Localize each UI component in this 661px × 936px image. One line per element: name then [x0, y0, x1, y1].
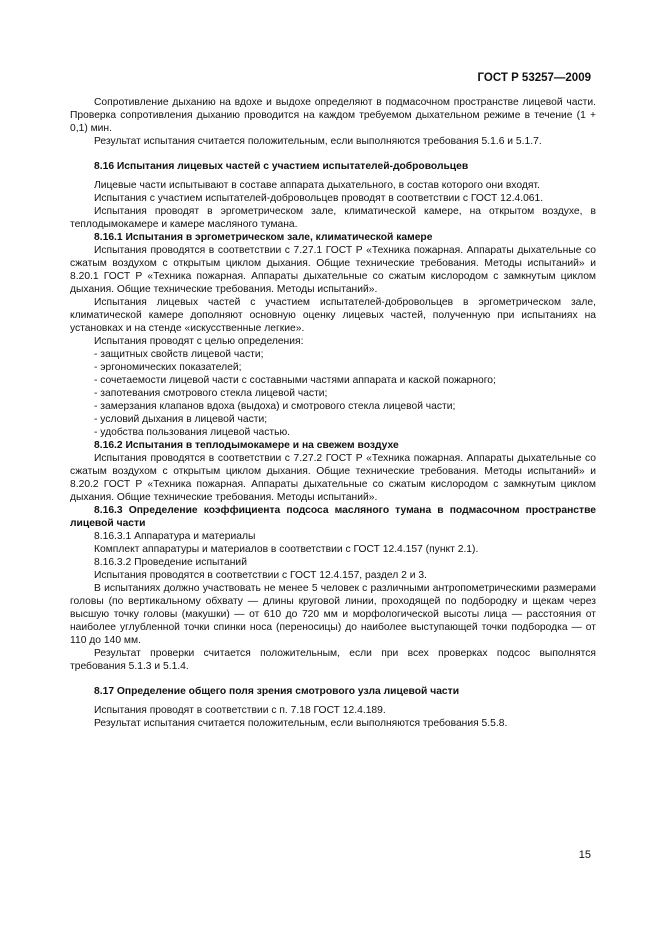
paragraph: 8.16.3.1 Аппаратура и материалы	[94, 531, 256, 542]
paragraph: Результат проверки считается положительным, если при всех проверках подсос выполнятся требования 5.1.3 и 5.1.4.	[70, 648, 596, 672]
paragraph: Испытания проводятся в соответствии с 7.27.2 ГОСТ Р «Техника пожарная. Аппараты дыхательные со сжатым воздухом с открытым циклом дыхания. Общие технические требования. Методы испытаний» и 8.20.2 ГОСТ Р «Техника пожарная. Аппараты дыхательные со сжатым кислородом с замкнутым циклом дыхания. Общие технические требования. Методы испытаний».	[70, 453, 596, 503]
paragraph: Результат испытания считается положительным, если выполняются требования 5.1.6 и 5.1.7.	[94, 136, 542, 147]
section-heading: 8.16 Испытания лицевых частей с участием испытателей-добровольцев	[94, 161, 469, 172]
paragraph: Испытания с участием испытателей-добровольцев проводят в соответствии с ГОСТ 12.4.061.	[94, 193, 544, 204]
list-item: - защитных свойств лицевой части;	[94, 349, 264, 360]
list-item: - удобства пользования лицевой частью.	[94, 427, 291, 438]
list-item: - условий дыхания в лицевой части;	[94, 414, 268, 425]
list-item: - эргономических показателей;	[94, 362, 242, 373]
subsection-heading: 8.16.3 Определение коэффициента подсоса масляного тумана в подмасочном пространстве лицевой части	[70, 505, 596, 529]
document-body	[70, 96, 596, 730]
paragraph: Испытания проводятся в соответствии с ГОСТ 12.4.157, раздел 2 и 3.	[94, 570, 427, 581]
page-number: 15	[578, 849, 591, 861]
list-item: - замерзания клапанов вдоха (выдоха) и смотрового стекла лицевой части;	[94, 401, 456, 412]
paragraph: 8.16.3.2 Проведение испытаний	[94, 557, 247, 568]
paragraph: Испытания проводят в соответствии с п. 7.18 ГОСТ 12.4.189.	[94, 705, 386, 716]
paragraph: Лицевые части испытывают в составе аппарата дыхательного, в состав которого они входят.	[94, 180, 540, 191]
paragraph: В испытаниях должно участвовать не менее 5 человек с различными антропометрическими размерами головы (по вертикальному обхвату — длины круговой линии, проходящей по подбородку и щекам через высшую точку головы (макушки) — от 610 до 720 мм и морфологической высоты лица — расстояния от наиболее углубленной точки спинки носа (переносицы) до наиболее выступающей точки подбородка — от 110 до 140 мм.	[70, 583, 596, 646]
paragraph: Испытания лицевых частей с участием испытателей-добровольцев в эргометрическом зале, климатической камере дополняют основную оценку лицевых частей, полученную при испытаниях на установках и на стенде «искусственные легкие».	[70, 297, 596, 334]
paragraph: Результат испытания считается положительным, если выполняются требования 5.5.8.	[94, 718, 508, 729]
section-heading: 8.17 Определение общего поля зрения смотрового узла лицевой части	[94, 686, 460, 697]
list-item: - сочетаемости лицевой части с составными частями аппарата и каской пожарного;	[94, 375, 496, 386]
paragraph: Комплект аппаратуры и материалов в соответствии с ГОСТ 12.4.157 (пункт 2.1).	[94, 544, 479, 555]
paragraph: Сопротивление дыханию на вдохе и выдохе определяют в подмасочном пространстве лицевой части. Проверка сопротивления дыханию проводится на каждом требуемом дыхательном режиме в течение (1 + 0,1) мин.	[70, 97, 596, 134]
paragraph: Испытания проводятся в соответствии с 7.27.1 ГОСТ Р «Техника пожарная. Аппараты дыхательные со сжатым воздухом с открытым циклом дыхания. Общие технические требования. Методы испытаний» и 8.20.1 ГОСТ Р «Техника пожарная. Аппараты дыхательные со сжатым кислородом с замкнутым циклом дыхания. Общие технические требования. Методы испытаний».	[70, 245, 596, 295]
list-item: - запотевания смотрового стекла лицевой части;	[94, 388, 328, 399]
paragraph: Испытания проводят с целью определения:	[94, 336, 304, 347]
document-header: ГОСТ Р 53257—2009	[477, 72, 591, 84]
subsection-heading: 8.16.1 Испытания в эргометрическом зале, климатической камере	[94, 232, 433, 243]
subsection-heading: 8.16.2 Испытания в теплодымокамере и на свежем воздухе	[94, 440, 399, 451]
paragraph: Испытания проводят в эргометрическом зале, климатической камере, на открытом воздухе, в теплодымокамере и камере масляного тумана.	[70, 206, 596, 230]
